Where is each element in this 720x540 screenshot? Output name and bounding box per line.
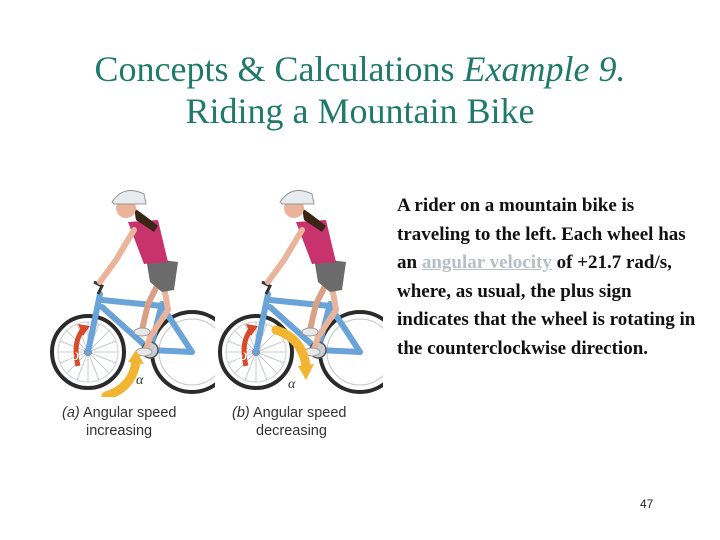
omega-label: ω [68, 347, 80, 364]
panel-b [218, 182, 383, 444]
caption-tag: (a) [62, 405, 80, 421]
page-number: 47 [640, 497, 654, 511]
caption-line2: decreasing [256, 423, 327, 439]
alpha-label: α [136, 373, 144, 388]
caption-line1: Angular speed [82, 405, 177, 421]
bike-rider-illustration [50, 182, 215, 397]
caption-b [232, 404, 402, 440]
slide-title [0, 48, 720, 132]
bike-rider-illustration [218, 182, 383, 397]
bike-figure [50, 182, 380, 444]
caption-line2: increasing [86, 423, 153, 439]
caption-line1: Angular speed [252, 405, 347, 421]
caption-tag: (b) [232, 405, 250, 421]
caption-a [62, 404, 232, 440]
title-line-2: Riding a Mountain Bike [185, 91, 535, 131]
problem-text [397, 192, 697, 364]
alpha-label: α [288, 377, 296, 392]
title-example: Example 9. [463, 49, 626, 89]
panel-a [50, 182, 215, 444]
problem-text-part1: A rider on a mountain bike is traveling to the left. Each wheel has an [397, 195, 686, 274]
omega-label: ω [236, 347, 248, 364]
angular-velocity-link[interactable]: angular velocity [421, 252, 552, 274]
title-prefix: Concepts & Calculations [94, 49, 464, 89]
problem-text-part2: of +21.7 rad/s, where, as usual, the plus sign indicates that the wheel is rotating in the counterclockwise direction. [397, 252, 696, 359]
title-line-1 [0, 48, 720, 90]
